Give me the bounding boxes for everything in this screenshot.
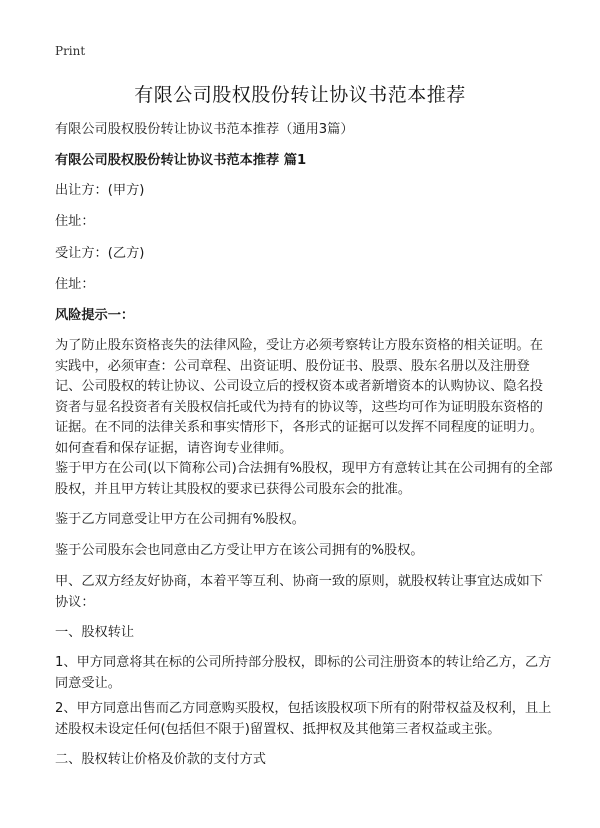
transferor-line: 出让方：(甲方) (55, 183, 145, 198)
article-1-heading: 一、股权转让 (55, 625, 135, 640)
agreement-intro-paragraph: 甲、乙双方经友好协商，本着平等互利、协商一致的原则，就股权转让事宜达成如下协议： (55, 574, 543, 610)
recital-paragraph-2: 鉴于乙方同意受让甲方在公司拥有%股权。 (55, 512, 305, 527)
article-2-heading: 二、股权转让价格及价款的支付方式 (55, 752, 266, 767)
section-heading: 有限公司股权股份转让协议书范本推荐 篇1 (55, 153, 307, 168)
article-1-clause-2: 2、甲方同意出售而乙方同意购买股权，包括该股权项下所有的附带权益及权利，且上述股权未设定任何(包括但不限于)留置权、抵押权及其他第三者权益或主张。 (55, 701, 552, 737)
risk-heading: 风险提示一： (55, 308, 135, 323)
transferee-address-line: 住址： (55, 277, 95, 292)
article-1-clause-1: 1、甲方同意将其在标的公司所持部分股权，即标的公司注册资本的转让给乙方，乙方同意受让。 (55, 655, 552, 691)
recital-paragraph-1: 鉴于甲方在公司(以下简称公司)合法拥有%股权，现甲方有意转让其在公司拥有的全部股权，并且甲方转让其股权的要求已获得公司股东会的批准。 (55, 461, 553, 497)
transferee-line: 受让方：(乙方) (55, 246, 145, 261)
document-title: 有限公司股权股份转让协议书范本推荐 (134, 84, 466, 106)
recital-paragraph-3: 鉴于公司股东会也同意由乙方受让甲方在该公司拥有的%股权。 (55, 543, 424, 558)
print-label[interactable]: Print (55, 44, 86, 58)
risk-paragraph: 为了防止股东资格丧失的法律风险，受让方必须考察转让方股东资格的相关证明。在实践中，必须审查：公司章程、出资证明、股份证书、股票、股东名册以及注册登记、公司股权的转让协议、公司设立后的授权资本或者新增资本的认购协议、隐名投资者与显名投资者有关股权信托或代为持有的协议等，这些均可作为证明股东资格的证据。在不同的法律关系和事实情形下，各形式的证据可以发挥不同程度的证明力。如何查看和保存证据，请咨询专业律师。 (55, 338, 543, 456)
transferor-address-line: 住址： (55, 214, 95, 229)
document-subtitle: 有限公司股权股份转让协议书范本推荐（通用3篇） (55, 122, 354, 137)
